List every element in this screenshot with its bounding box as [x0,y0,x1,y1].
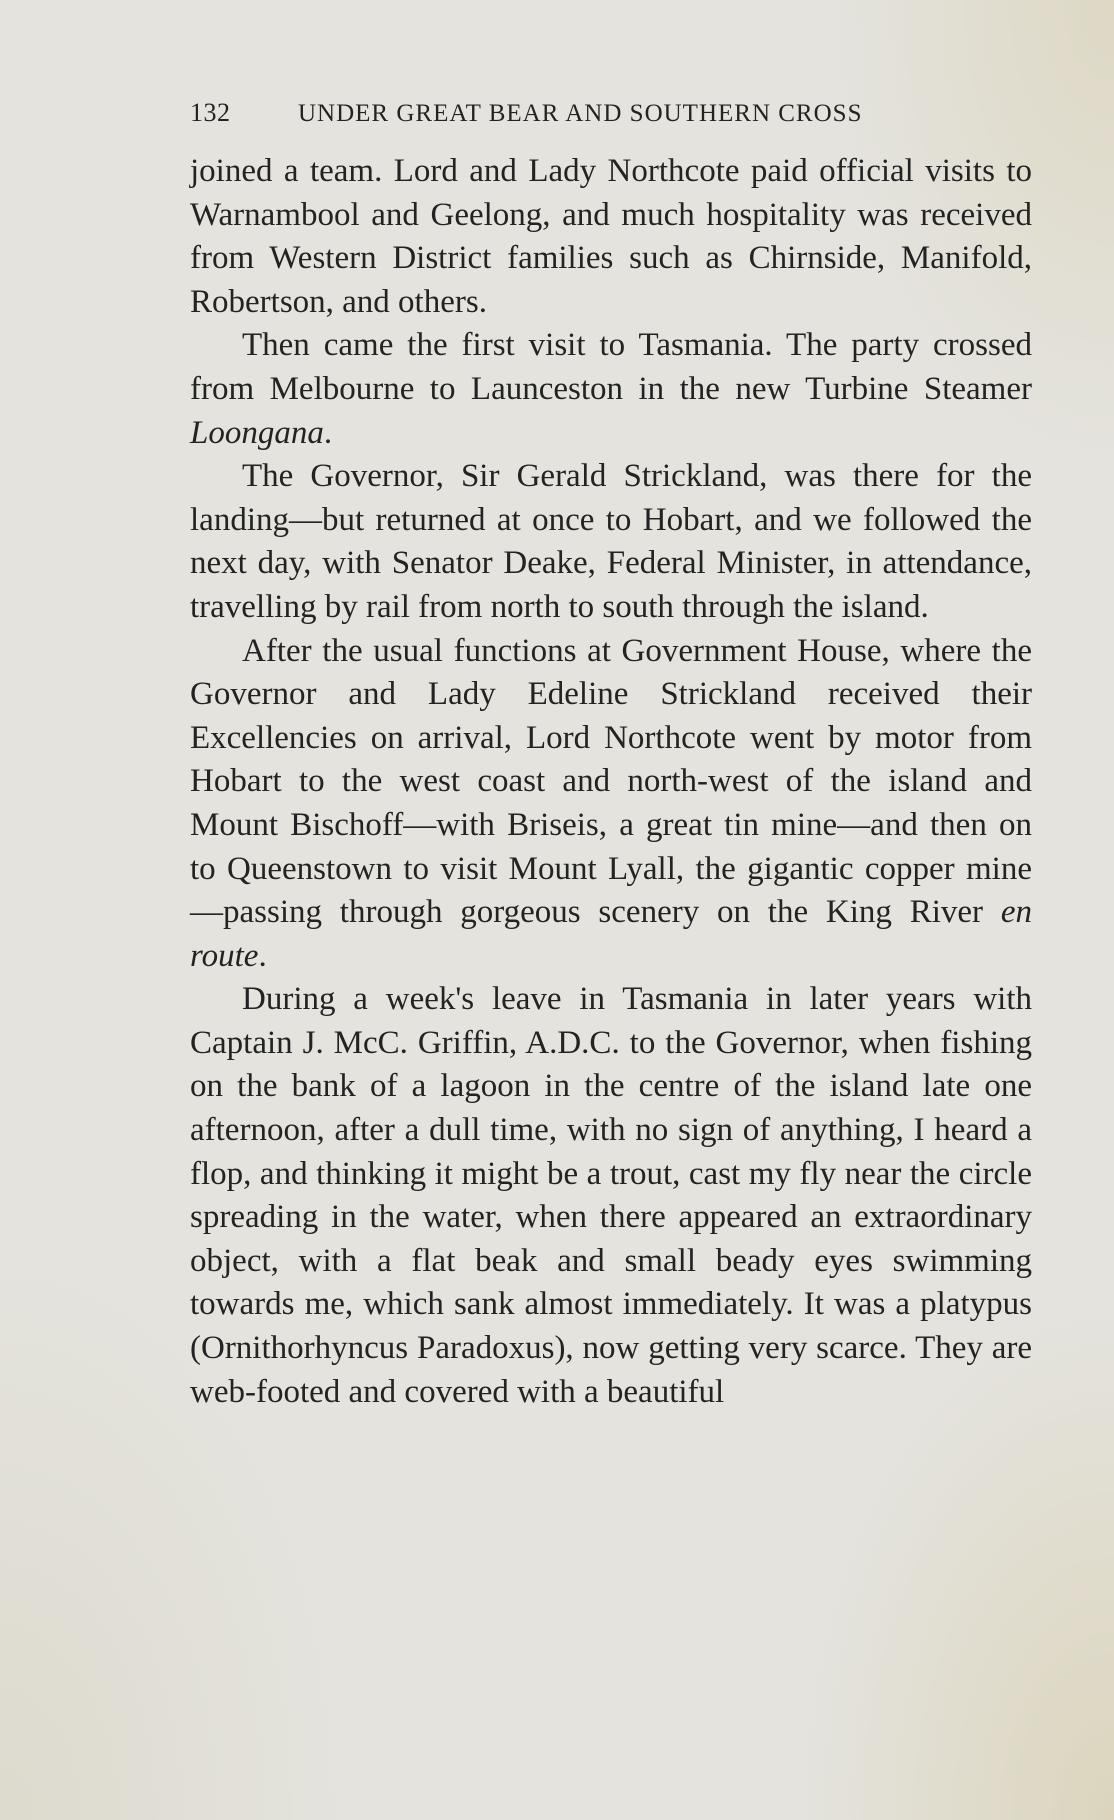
paragraph-text: . [258,937,267,974]
ship-name: Loongana [190,414,324,451]
paragraph-platypus: During a week's leave in Tasmania in later years with Captain J. McC. Griffin, A.D.C. to the Governor, when fishing on the bank of a lagoon in the centre of the island late one afternoon, after a dull time, with no sign of anything, I heard a flop, and thinking it might be a trout, cast my fly near the circle spreading in the water, when there appeared an extraordinary object, with a flat beak and small beady eyes swimming towards me, which sank almost immediately. It was a platypus (Ornithorhyncus Paradoxus), now getting very scarce. They are web-footed and covered with a beautiful [190,981,1032,1410]
paragraph-tasmania-visit [190,324,1032,455]
paragraph-continuation: joined a team. Lord and Lady Northcote paid official visits to Warnambool and Geelong, and much hospitality was received from Western District families such as Chirnside, Manifold, Robertson, and others. [190,153,1032,320]
paragraph-text: Then came the first visit to Tasmania. The party crossed from Melbourne to Launceston in the new Turbine Steamer [190,327,1032,407]
page-header [190,98,1030,128]
italic-phrase: en route [190,894,1032,974]
body-text [190,150,1032,1414]
paragraph-text: . [323,414,333,451]
running-title: UNDER GREAT BEAR AND SOUTHERN CROSS [298,100,863,127]
paragraph-text: After the usual functions at Government House, where the Governor and Lady Edeline Strickland received their Excellencies on arrival, Lord Northcote went by motor from Hobart to the west coast and north-west of the island and Mount Bischoff—with Briseis, a great tin mine—and then on to Queenstown to visit Mount Lyall, the gigantic copper mine—passing through gorgeous scenery on the King River [190,632,1032,931]
page-number: 132 [190,98,231,127]
paragraph-functions [190,630,1032,979]
paragraph-governor: The Governor, Sir Gerald Strickland, was there for the landing—but returned at once to Hobart, and we followed the next day, with Senator Deake, Federal Minister, in attendance, travelling by rail from north to south through the island. [190,458,1032,625]
